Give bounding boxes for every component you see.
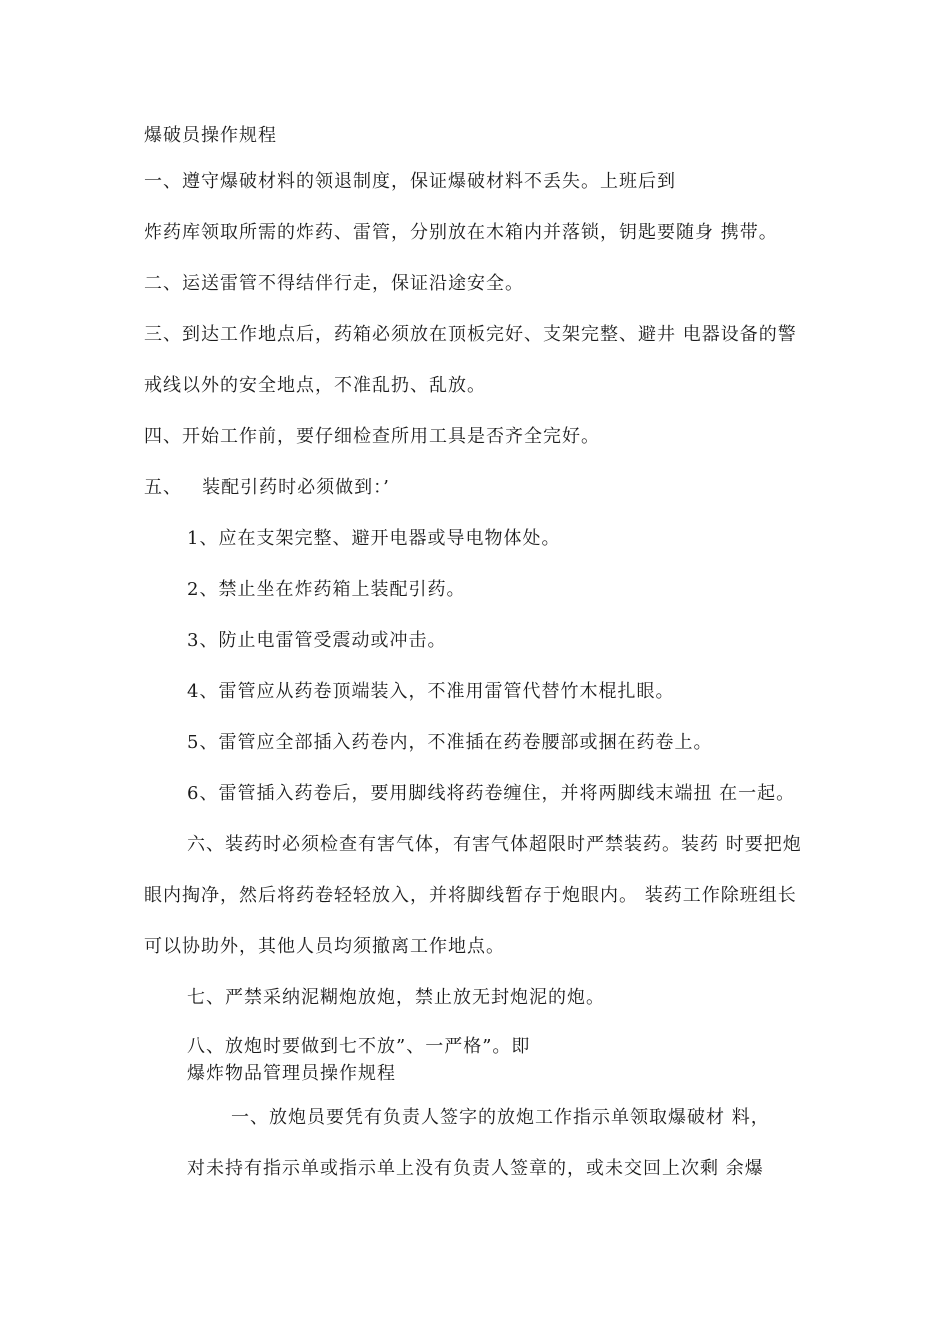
paragraph-line: 一、遵守爆破材料的领退制度，保证爆破材料不丢失。上班后到 bbox=[144, 171, 676, 192]
paragraph-line: 眼内掏净，然后将药卷轻轻放入，并将脚线暂存于炮眼内。 装药工作除班组长 bbox=[144, 885, 797, 906]
document-title: 爆破员操作规程 bbox=[144, 125, 277, 146]
paragraph-line: 四、开始工作前，要仔细检查所用工具是否齐全完好。 bbox=[144, 426, 600, 447]
paragraph-line: 对未持有指示单或指示单上没有负责人签章的，或未交回上次剩 余爆 bbox=[187, 1158, 764, 1179]
paragraph-line: 二、运送雷管不得结伴行走，保证沿途安全。 bbox=[144, 273, 524, 294]
paragraph-line: 六、装药时必须检查有害气体，有害气体超限时严禁装药。装药 时要把炮 bbox=[187, 834, 802, 855]
paragraph-line: 可以协助外，其他人员均须撤离工作地点。 bbox=[144, 936, 505, 957]
list-item: 3、防止电雷管受震动或冲击。 bbox=[187, 630, 447, 651]
list-item: 2、禁止坐在炸药箱上装配引药。 bbox=[187, 579, 466, 600]
paragraph-line: 七、严禁采纳泥糊炮放炮，禁止放无封炮泥的炮。 bbox=[187, 987, 605, 1008]
list-item: 1、应在支架完整、避开电器或导电物体处。 bbox=[187, 528, 561, 549]
paragraph-line: 戒线以外的安全地点，不准乱扔、乱放。 bbox=[144, 375, 486, 396]
paragraph-line: 五、 装配引药时必须做到：’ bbox=[144, 477, 390, 498]
list-item: 5、雷管应全部插入药卷内，不准插在药卷腰部或捆在药卷上。 bbox=[187, 732, 713, 753]
list-item: 4、雷管应从药卷顶端装入，不准用雷管代替竹木棍扎眼。 bbox=[187, 681, 675, 702]
list-item: 6、雷管插入药卷后，要用脚线将药卷缠住，并将两脚线末端扭 在一起。 bbox=[187, 783, 796, 804]
paragraph-line: 炸药库领取所需的炸药、雷管，分别放在木箱内并落锁，钥匙要随身 携带。 bbox=[144, 222, 778, 243]
section-title: 爆炸物品管理员操作规程 bbox=[187, 1063, 396, 1084]
paragraph-line: 八、放炮时要做到七不放”、一严格”。即 bbox=[187, 1036, 531, 1057]
paragraph-line: 一、放炮员要凭有负责人签字的放炮工作指示单领取爆破材 料， bbox=[231, 1107, 770, 1128]
paragraph-line: 三、到达工作地点后，药箱必须放在顶板完好、支架完整、避井 电器设备的警 bbox=[144, 324, 797, 345]
